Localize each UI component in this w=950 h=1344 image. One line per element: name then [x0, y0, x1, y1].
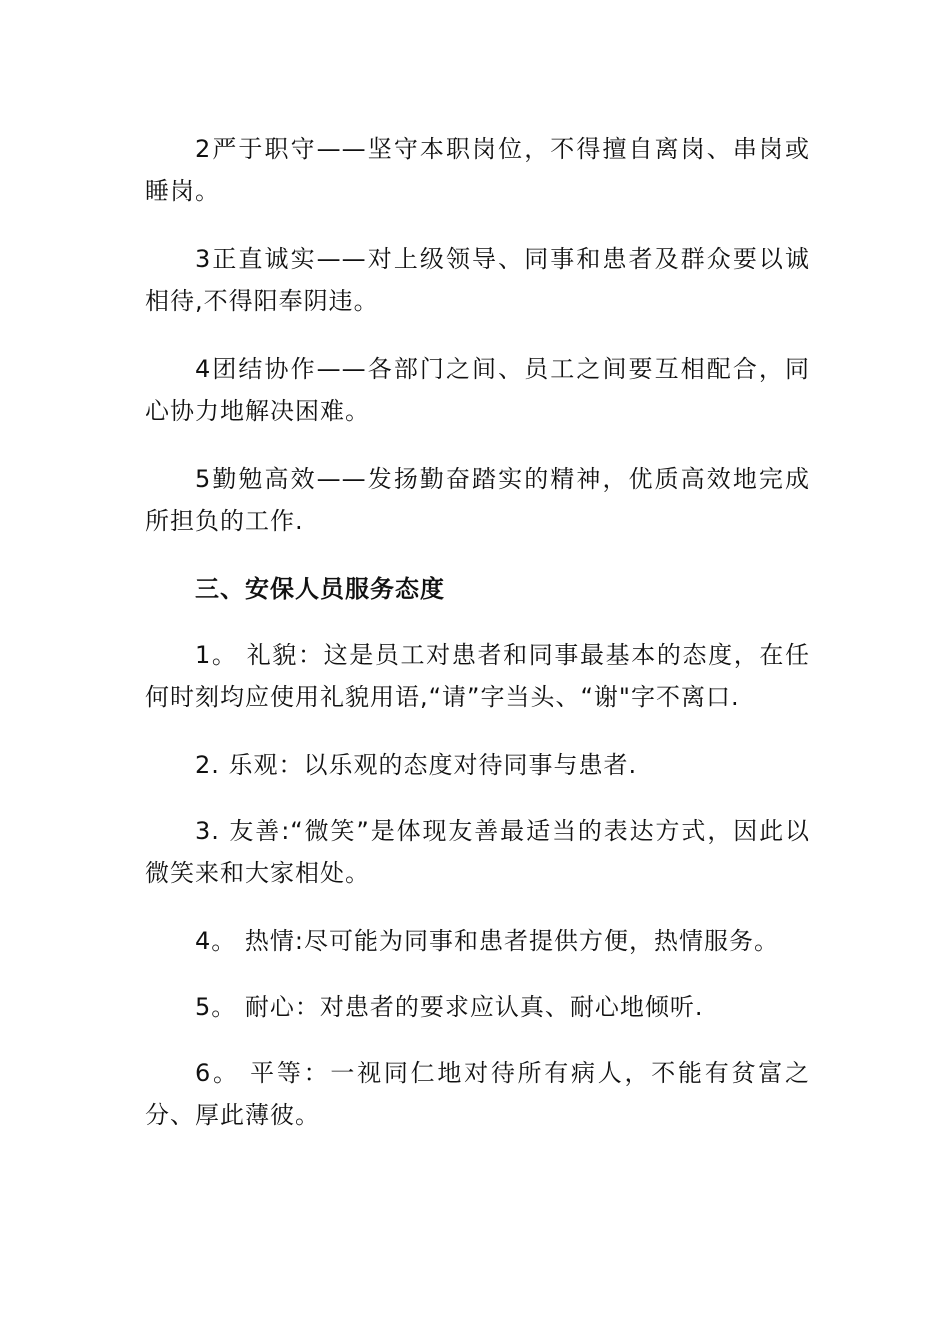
rule-paragraph-4: 4团结协作——各部门之间、员工之间要互相配合，同心协力地解决困难。 [145, 355, 810, 425]
attitude-paragraph-2: 2. 乐观：以乐观的态度对待同事与患者. [195, 751, 638, 779]
document-body [145, 128, 810, 1162]
rule-paragraph-5: 5勤勉高效——发扬勤奋踏实的精神，优质高效地完成所担负的工作. [145, 465, 810, 535]
attitude-paragraph-3: 3. 友善:“微笑”是体现友善最适当的表达方式，因此以微笑来和大家相处。 [145, 817, 810, 887]
attitude-paragraph-1: 1。 礼貌：这是员工对患者和同事最基本的态度，在任何时刻均应使用礼貌用语,“请”字当头、“谢"字不离口. [145, 641, 810, 711]
rule-paragraph-3: 3正直诚实——对上级领导、同事和患者及群众要以诚相待,不得阳奉阴违。 [145, 245, 810, 315]
section-heading: 三、安保人员服务态度 [195, 575, 445, 603]
attitude-paragraph-6: 6。 平等：一视同仁地对待所有病人，不能有贫富之分、厚此薄彼。 [145, 1059, 810, 1129]
attitude-paragraph-5: 5。 耐心：对患者的要求应认真、耐心地倾听. [195, 993, 704, 1021]
rule-paragraph-2: 2严于职守——坚守本职岗位，不得擅自离岗、串岗或睡岗。 [145, 135, 810, 205]
attitude-paragraph-4: 4。 热情:尽可能为同事和患者提供方便，热情服务。 [195, 927, 779, 955]
